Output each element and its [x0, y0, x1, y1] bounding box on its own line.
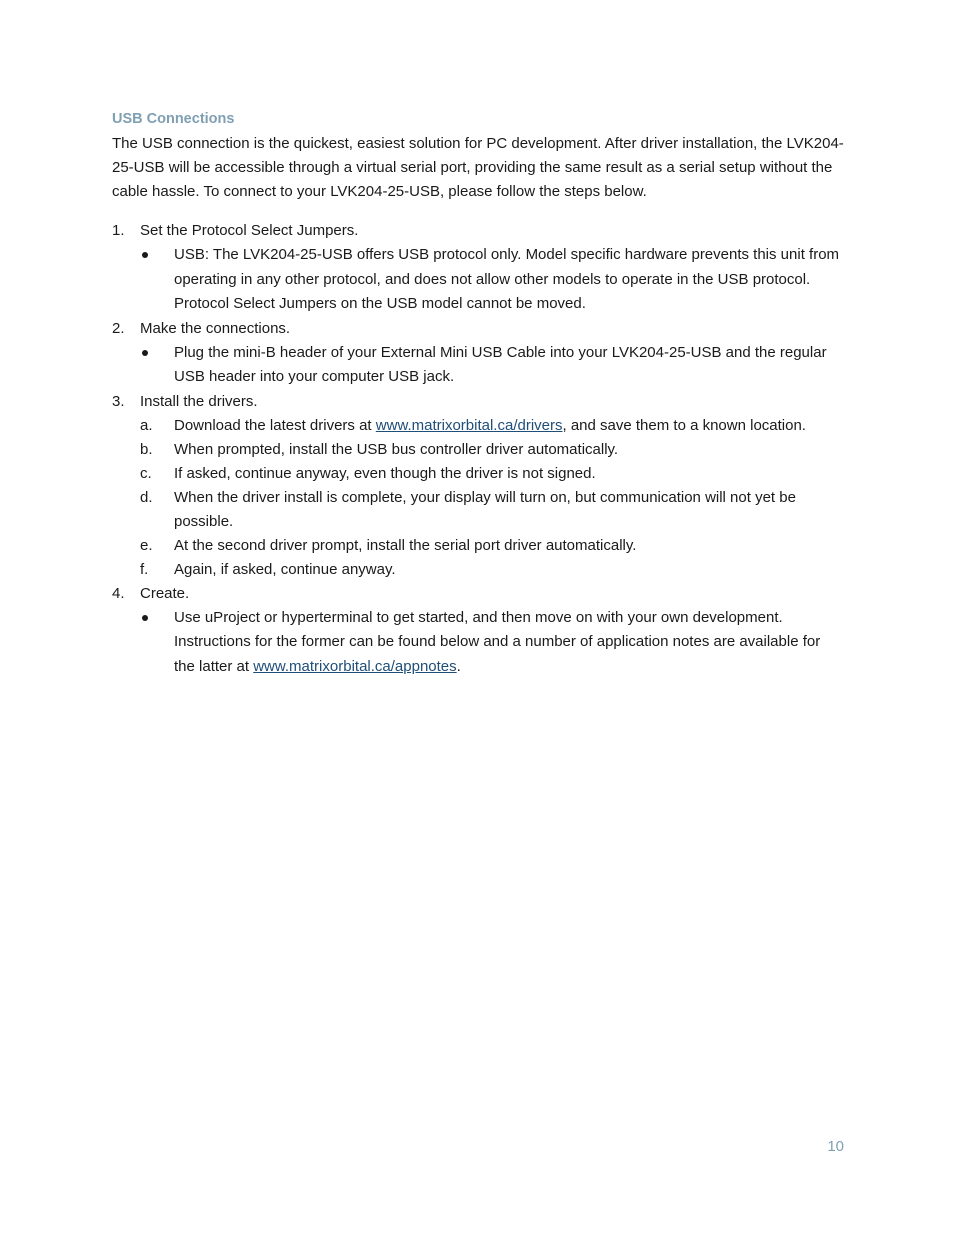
step-label: Create.	[140, 584, 190, 602]
bullet-icon	[142, 615, 148, 621]
substep-letter: f.	[140, 560, 149, 578]
substep-text-before: Download the latest drivers at	[174, 416, 376, 434]
substep-letter: b.	[140, 440, 153, 458]
bullet-text-before: Use uProject or hyperterminal to get started, and then move on with your own development. Instructions for the former can be found below and a number of application notes are available for the latter at	[174, 608, 821, 675]
step-2-bullet	[112, 341, 844, 390]
substep-text: At the second driver prompt, install the serial port driver automatically.	[174, 536, 637, 554]
substep-text: When prompted, install the USB bus controller driver automatically.	[174, 440, 619, 458]
substep-letter: d.	[140, 488, 153, 506]
step-3	[112, 390, 844, 414]
step-1	[112, 219, 844, 243]
step-number: 4.	[112, 584, 125, 602]
section-heading: USB Connections	[112, 111, 235, 127]
intro-paragraph: The USB connection is the quickest, easiest solution for PC development. After driver installation, the LVK204-25-USB will be accessible through a virtual serial port, providing the same result as a serial setup without the cable hassle. To connect to your LVK204-25-USB, please follow the steps below.	[112, 135, 844, 200]
bullet-text: USB: The LVK204-25-USB offers USB protocol only. Model specific hardware prevents this unit from operating in any other protocol, and does not allow other models to operate in the USB protocol. Protocol Select Jumpers on the USB model cannot be moved.	[174, 246, 840, 312]
substep-letter: c.	[140, 464, 152, 482]
substep-letter: e.	[140, 536, 153, 554]
step-4-bullet	[112, 606, 844, 680]
bullet-icon	[142, 252, 148, 258]
substep-text: Again, if asked, continue anyway.	[174, 560, 396, 578]
substep-text: When the driver install is complete, your display will turn on, but communication will not yet be possible.	[174, 488, 796, 530]
bullet-text-after: .	[456, 657, 461, 675]
step-number: 3.	[112, 392, 125, 410]
drivers-link[interactable]: www.matrixorbital.ca/drivers	[375, 416, 563, 434]
substep-e	[112, 534, 844, 558]
bullet-icon	[142, 350, 148, 356]
substep-f	[112, 558, 844, 582]
substep-text: If asked, continue anyway, even though the driver is not signed.	[174, 464, 596, 482]
page-number: 10	[827, 1138, 844, 1155]
step-number: 2.	[112, 319, 125, 337]
step-label: Install the drivers.	[140, 392, 258, 410]
substep-d	[112, 486, 844, 534]
substep-b	[112, 438, 844, 462]
bullet-text: Plug the mini-B header of your External Mini USB Cable into your LVK204-25-USB and the regular USB header into your computer USB jack.	[174, 343, 827, 385]
substep-text-after: , and save them to a known location.	[562, 416, 806, 434]
step-2	[112, 317, 844, 341]
substep-letter: a.	[140, 416, 153, 434]
appnotes-link[interactable]: www.matrixorbital.ca/appnotes	[253, 657, 457, 675]
substep-c	[112, 462, 844, 486]
step-label: Set the Protocol Select Jumpers.	[140, 222, 359, 239]
document-page	[112, 109, 844, 679]
step-4	[112, 582, 844, 606]
step-number: 1.	[112, 222, 125, 239]
step-1-bullet	[112, 243, 844, 317]
substep-a	[112, 414, 844, 438]
step-label: Make the connections.	[140, 319, 291, 337]
